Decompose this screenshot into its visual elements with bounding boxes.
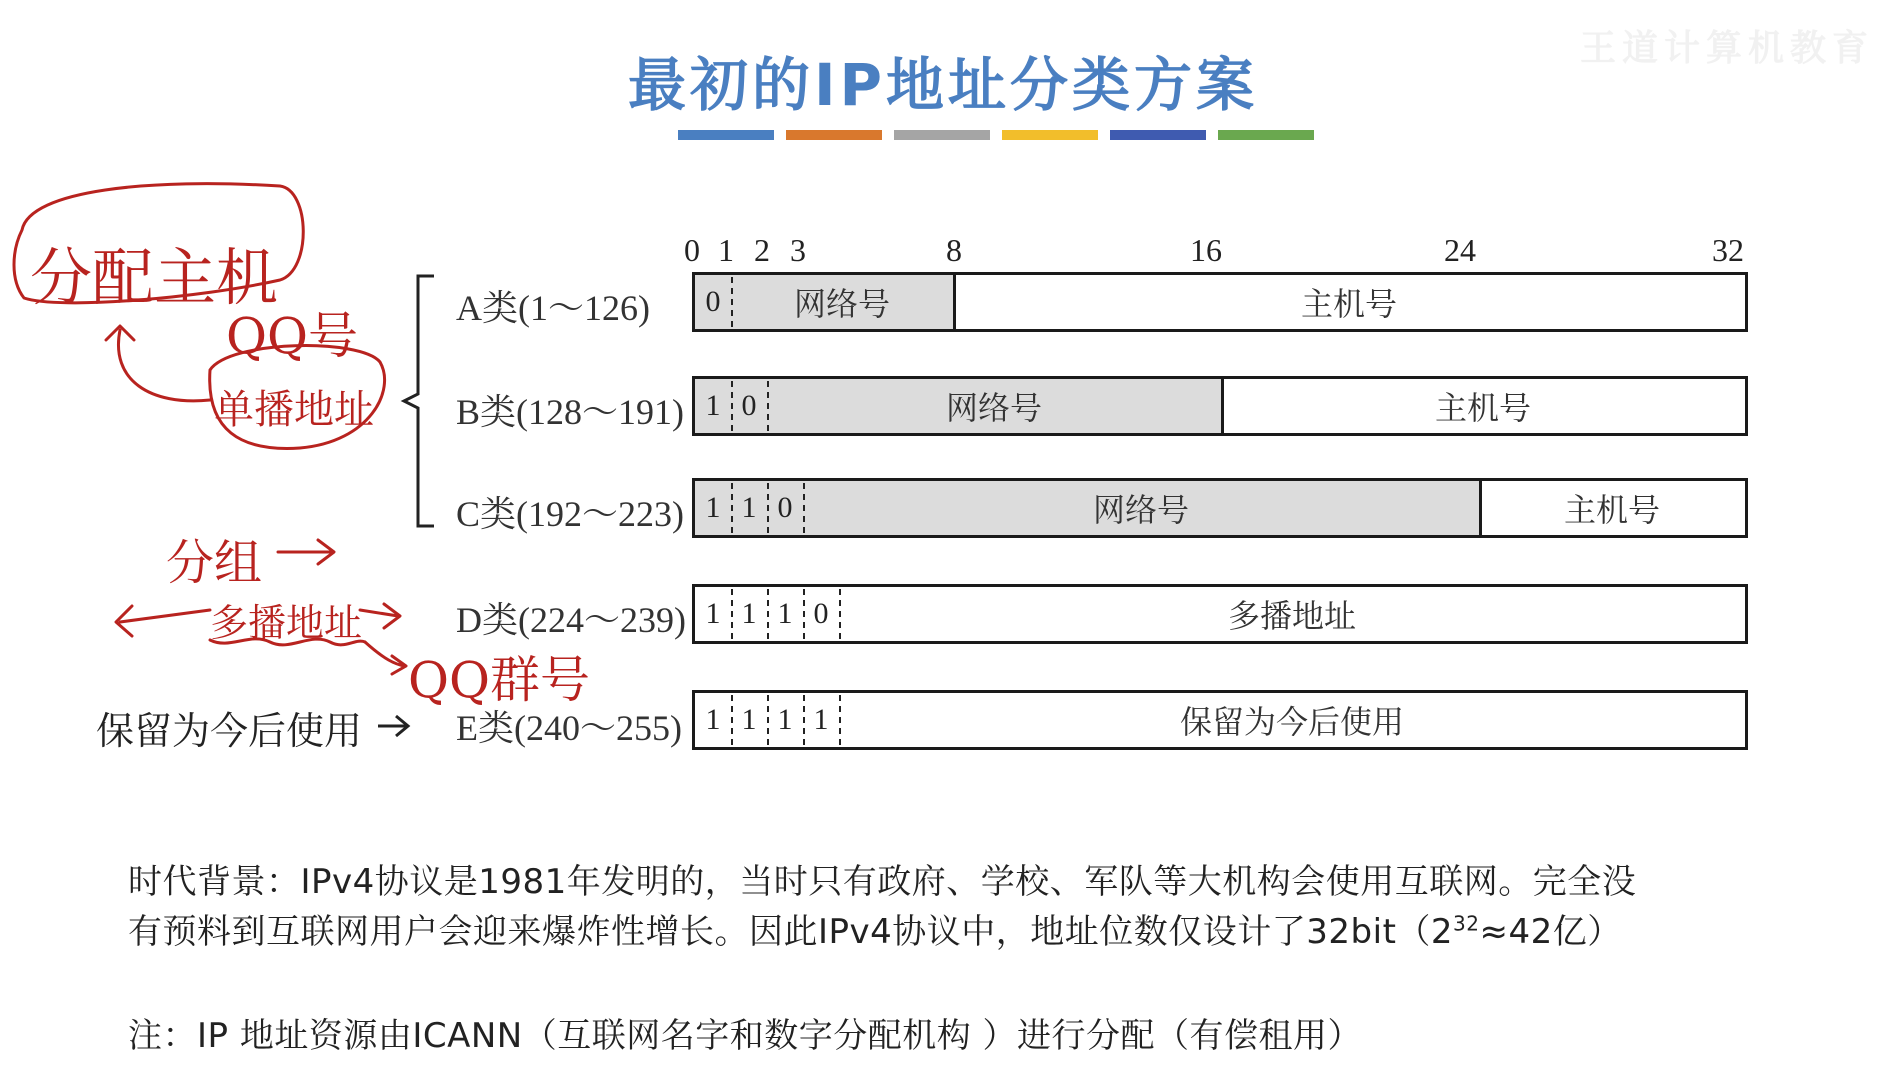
class-b-host-label: 主机号 [1434, 389, 1531, 427]
class-a-network-label: 网络号 [793, 285, 890, 323]
class-d-label: D类(224～239) [456, 600, 686, 640]
annotation-grouping: 分组 [166, 535, 263, 591]
class-d-row [692, 584, 1748, 644]
bit-position-0: 0 [684, 232, 700, 268]
class-b-network-label: 网络号 [945, 389, 1042, 427]
class-d-bit-3: 0 [813, 597, 829, 630]
class-e-bit-2: 1 [777, 703, 793, 736]
class-b-bit-1: 0 [741, 389, 757, 422]
page-title: 最初的IP地址分类方案 [627, 51, 1259, 119]
class-c-row [692, 478, 1748, 538]
watermark: 王道计算机教育 [1579, 28, 1874, 69]
accent-strip-6 [1218, 130, 1314, 140]
bit-position-8: 8 [946, 232, 962, 268]
accent-strip-3 [894, 130, 990, 140]
class-c-bit-0: 1 [705, 491, 721, 524]
accent-strip-4 [1002, 130, 1098, 140]
accent-strip-1 [678, 130, 774, 140]
class-c-host-label: 主机号 [1563, 491, 1660, 529]
bit-position-16: 16 [1190, 232, 1222, 268]
accent-strip-2 [786, 130, 882, 140]
background-note-line2-prefix: 有预料到互联网用户会迎来爆炸性增长。因此IPv4协议中，地址位数仅设计了32bit（2 [128, 912, 1454, 952]
background-note-line2 [128, 904, 1622, 953]
class-a-bit-0: 0 [705, 285, 721, 318]
background-note-line1: 时代背景：IPv4协议是1981年发明的，当时只有政府、学校、军队等大机构会使用互联网。完全没 [128, 862, 1637, 902]
class-e-field-label: 保留为今后使用 [1179, 703, 1404, 741]
class-c-bit-2: 0 [777, 491, 793, 524]
annotation-qq-number: QQ号 [226, 307, 358, 365]
annotation-allocate-host: 分配主机 [30, 241, 279, 314]
class-b-label: B类(128～191) [456, 392, 684, 432]
allocation-note: 注：IP 地址资源由ICANN（互联网名字和数字分配机构 ）进行分配（有偿租用） [128, 1016, 1363, 1056]
class-d-bit-0: 1 [705, 597, 721, 630]
class-e-bit-3: 1 [813, 703, 829, 736]
bit-position-2: 2 [754, 232, 770, 268]
annotation-reserved-text: 保留为今后使用 [96, 709, 363, 753]
annotation-qq-group: QQ群号 [408, 651, 590, 709]
bit-position-24: 24 [1444, 232, 1476, 268]
class-e-bit-0: 1 [705, 703, 721, 736]
class-d-bit-1: 1 [741, 597, 757, 630]
arrow-right-icon [376, 712, 412, 740]
class-a-label: A类(1～126) [456, 288, 650, 328]
class-c-network-label: 网络号 [1092, 491, 1189, 529]
class-e-bit-1: 1 [741, 703, 757, 736]
annotation-multicast: 多播地址 [210, 601, 363, 645]
class-c-label: C类(192～223) [456, 494, 684, 534]
bit-position-3: 3 [790, 232, 806, 268]
annotation-unicast: 单播地址 [214, 387, 374, 433]
class-d-field-label: 多播地址 [1227, 597, 1356, 635]
accent-strip-5 [1110, 130, 1206, 140]
background-note-exponent: 32 [1453, 911, 1480, 936]
class-b-bit-0: 1 [705, 389, 721, 422]
annotation-reserved [96, 700, 362, 755]
class-e-label: E类(240～255) [456, 708, 682, 748]
background-note-line2-suffix: ≈42亿） [1479, 912, 1622, 952]
class-e-row [692, 690, 1748, 750]
bit-position-1: 1 [718, 232, 734, 268]
class-d-bit-2: 1 [777, 597, 793, 630]
class-a-row [692, 272, 1748, 332]
class-b-row [692, 376, 1748, 436]
class-c-bit-1: 1 [741, 491, 757, 524]
bit-position-32: 32 [1712, 232, 1744, 268]
class-a-host-label: 主机号 [1300, 285, 1397, 323]
